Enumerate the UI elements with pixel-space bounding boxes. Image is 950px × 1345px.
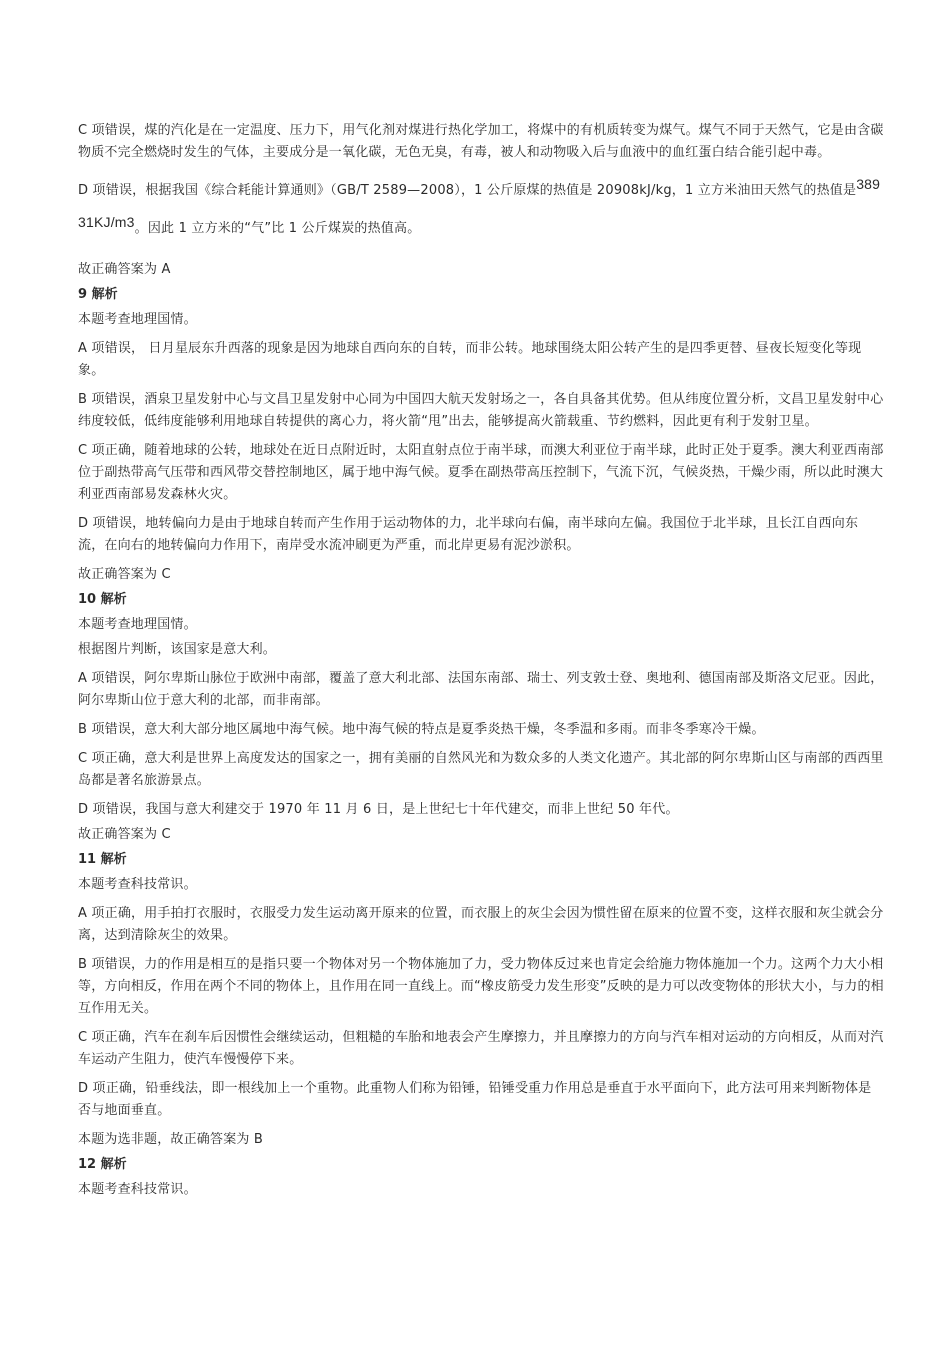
document-page bbox=[78, 120, 884, 1208]
q11-option-c: C 项正确，汽车在刹车后因惯性会继续运动，但粗糙的车胎和地表会产生摩擦力，并且摩擦力的方向与汽车相对运动的方向相反，从而对汽车运动产生阻力，使汽车慢慢停下来。 bbox=[78, 1030, 884, 1067]
q8-option-c: C 项错误，煤的汽化是在一定温度、压力下，用气化剂对煤进行热化学加工，将煤中的有机质转变为煤气。煤气不同于天然气，它是由含碳物质不完全燃烧时发生的气体，主要成分是一氧化碳，无色无臭，有毒，被人和动物吸入后与血液中的血红蛋白结合能引起中毒。 bbox=[78, 123, 884, 160]
q10-option-a: A 项错误，阿尔卑斯山脉位于欧洲中南部，覆盖了意大利北部、法国东南部、瑞士、列支敦士登、奥地利、德国南部及斯洛文尼亚。因此，阿尔卑斯山位于意大利的北部，而非南部。 bbox=[78, 671, 884, 708]
q9-option-c: C 项正确，随着地球的公转，地球处在近日点附近时，太阳直射点位于南半球，而澳大利亚位于南半球，此时正处于夏季。澳大利亚西南部位于副热带高气压带和西风带交替控制地区，属于地中海气候。夏季在副热带高压控制下，气流下沉，气候炎热，干燥少雨，所以此时澳大利亚西南部易发森林火灾。 bbox=[78, 443, 884, 502]
q9-option-a: A 项错误， 日月星辰东升西落的现象是因为地球自西向东的自转，而非公转。地球围绕太阳公转产生的是四季更替、昼夜长短变化等现象。 bbox=[78, 341, 862, 378]
q9-heading: 9 解析 bbox=[78, 287, 118, 302]
q8-answer: 故正确答案为 A bbox=[78, 262, 171, 277]
q10-option-b: B 项错误，意大利大部分地区属地中海气候。地中海气候的特点是夏季炎热干燥，冬季温和多雨。而非冬季寒冷干燥。 bbox=[78, 722, 765, 737]
q10-heading: 10 解析 bbox=[78, 592, 127, 607]
q10-intro-2: 根据图片判断，该国家是意大利。 bbox=[78, 642, 277, 657]
q8-option-d bbox=[78, 171, 884, 247]
q11-answer: 本题为选非题，故正确答案为 B bbox=[78, 1132, 264, 1147]
q9-option-d: D 项错误，地转偏向力是由于地球自转而产生作用于运动物体的力，北半球向右偏，南半球向左偏。我国位于北半球，且长江自西向东流，在向右的地转偏向力作用下，南岸受水流冲刷更为严重，而北岸更易有泥沙淤积。 bbox=[78, 516, 859, 553]
q9-intro: 本题考查地理国情。 bbox=[78, 312, 197, 327]
q12-heading: 12 解析 bbox=[78, 1157, 127, 1172]
q11-heading: 11 解析 bbox=[78, 852, 127, 867]
q8-option-d-text-end: 。因此 1 立方米的“气”比 1 公斤煤炭的热值高。 bbox=[134, 221, 421, 236]
q8-option-d-text: D 项错误，根据我国《综合耗能计算通则》（GB/T 2589—2008），1 公斤原煤的热值是 20908kJ/kg，1 立方米油田天然气的热值是 bbox=[78, 183, 857, 198]
q11-intro: 本题考查科技常识。 bbox=[78, 877, 197, 892]
q10-option-d: D 项错误，我国与意大利建交于 1970 年 11 月 6 日，是上世纪七十年代建交，而非上世纪 50 年代。 bbox=[78, 802, 679, 817]
q10-option-c: C 项正确，意大利是世界上高度发达的国家之一，拥有美丽的自然风光和为数众多的人类文化遗产。其北部的阿尔卑斯山区与南部的西西里岛都是著名旅游景点。 bbox=[78, 751, 884, 788]
q9-answer: 故正确答案为 C bbox=[78, 567, 171, 582]
q10-answer: 故正确答案为 C bbox=[78, 827, 171, 842]
q10-intro: 本题考查地理国情。 bbox=[78, 617, 197, 632]
q8-formula: 38931KJ/m3 bbox=[78, 176, 881, 230]
q11-option-a: A 项正确，用手拍打衣服时，衣服受力发生运动离开原来的位置，而衣服上的灰尘会因为惯性留在原来的位置不变，这样衣服和灰尘就会分离，达到清除灰尘的效果。 bbox=[78, 906, 884, 943]
q9-option-b: B 项错误，酒泉卫星发射中心与文昌卫星发射中心同为中国四大航天发射场之一，各自具备其优势。但从纬度位置分析，文昌卫星发射中心纬度较低，低纬度能够利用地球自转提供的离心力，将火箭“甩”出去，能够提高火箭载重、节约燃料，因此更有利于发射卫星。 bbox=[78, 392, 884, 429]
q11-option-b: B 项错误，力的作用是相互的是指只要一个物体对另一个物体施加了力，受力物体反过来也肯定会给施力物体施加一个力。这两个力大小相等，方向相反，作用在两个不同的物体上，且作用在同一直线上。而“橡皮筋受力发生形变”反映的是力可以改变物体的形状大小，与力的相互作用无关。 bbox=[78, 957, 884, 1016]
q12-intro: 本题考查科技常识。 bbox=[78, 1182, 197, 1197]
q11-option-d: D 项正确，铅垂线法，即一根线加上一个重物。此重物人们称为铅锤，铅锤受重力作用总是垂直于水平面向下，此方法可用来判断物体是否与地面垂直。 bbox=[78, 1081, 872, 1118]
